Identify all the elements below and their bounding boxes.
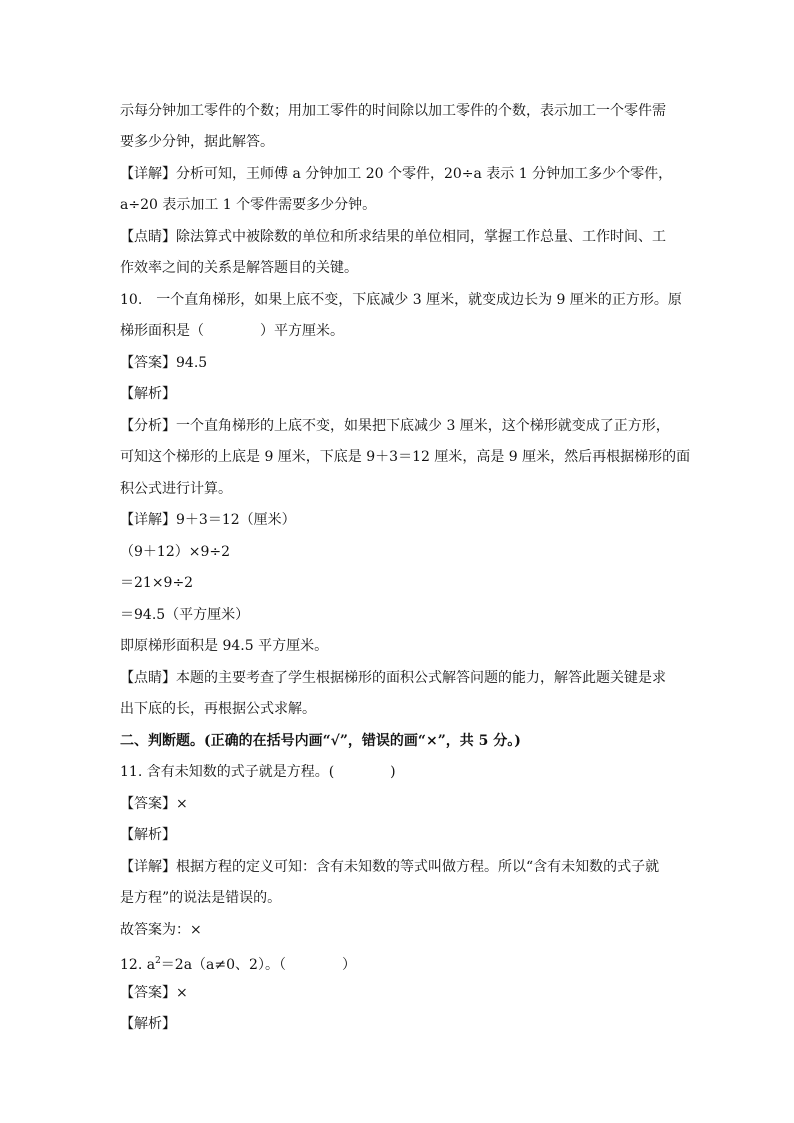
text-line: 可知这个梯形的上底是 9 厘米，下底是 9＋3＝12 厘米，高是 9 厘米，然后再根据梯形的面 xyxy=(120,449,691,465)
question-12-exponent: 2 xyxy=(155,956,161,966)
answer-line: 【答案】× xyxy=(120,985,188,1001)
analysis-label: 【解析】 xyxy=(120,827,176,843)
text-line: 出下底的长，再根据公式求解。 xyxy=(120,701,316,717)
analysis-label: 【解析】 xyxy=(120,386,176,402)
text-line: ＝21×9÷2 xyxy=(120,575,194,591)
answer-line: 【答案】94.5 xyxy=(120,355,208,371)
text-line: 故答案为：× xyxy=(120,922,202,938)
text-line: 作效率之间的关系是解答题目的关键。 xyxy=(120,260,358,276)
text-line: ＝94.5（平方厘米） xyxy=(120,607,250,623)
question-12-prefix: 12. a xyxy=(120,957,156,973)
analysis-label: 【解析】 xyxy=(120,1016,176,1032)
text-line: 即原梯形面积是 94.5 平方厘米。 xyxy=(120,638,329,654)
text-line: 【详解】根据方程的定义可知：含有未知数的等式叫做方程。所以“含有未知数的式子就 xyxy=(120,859,660,875)
text-line: 【详解】9＋3＝12（厘米） xyxy=(120,512,296,528)
question-12-suffix: ＝2a（a≠0、2）。（ ） xyxy=(160,957,356,973)
text-line: 【点睛】本题的主要考查了学生根据梯形的面积公式解答问题的能力，解答此题关键是求 xyxy=(120,670,666,686)
text-line: 梯形面积是（ ）平方厘米。 xyxy=(120,323,344,339)
section-heading: 二、判断题。(正确的在括号内画“√”，错误的画“×”，共 5 分。) xyxy=(120,733,521,749)
question-10: 10. 一个直角梯形，如果上底不变，下底减少 3 厘米，就变成边长为 9 厘米的正方形。原 xyxy=(120,292,682,308)
text-line: 是方程”的说法是错误的。 xyxy=(120,890,282,906)
answer-line: 【答案】× xyxy=(120,796,188,812)
text-line: a÷20 表示加工 1 个零件需要多少分钟。 xyxy=(120,197,377,213)
text-line: 【详解】分析可知，王师傅 a 分钟加工 20 个零件，20÷a 表示 1 分钟加工多少个零件， xyxy=(120,166,673,182)
text-line: 积公式进行计算。 xyxy=(120,481,232,497)
text-line: 【分析】一个直角梯形的上底不变，如果把下底减少 3 厘米，这个梯形就变成了正方形， xyxy=(120,418,670,434)
question-12 xyxy=(120,951,680,975)
text-line: （9＋12）×9÷2 xyxy=(120,544,230,560)
question-11: 11. 含有未知数的式子就是方程。( ) xyxy=(120,764,396,780)
text-line: 【点睛】除法算式中被除数的单位和所求结果的单位相同，掌握工作总量、工作时间、工 xyxy=(120,229,666,245)
text-line: 要多少分钟，据此解答。 xyxy=(120,134,274,150)
text-line: 示每分钟加工零件的个数；用加工零件的时间除以加工零件的个数，表示加工一个零件需 xyxy=(120,103,666,119)
